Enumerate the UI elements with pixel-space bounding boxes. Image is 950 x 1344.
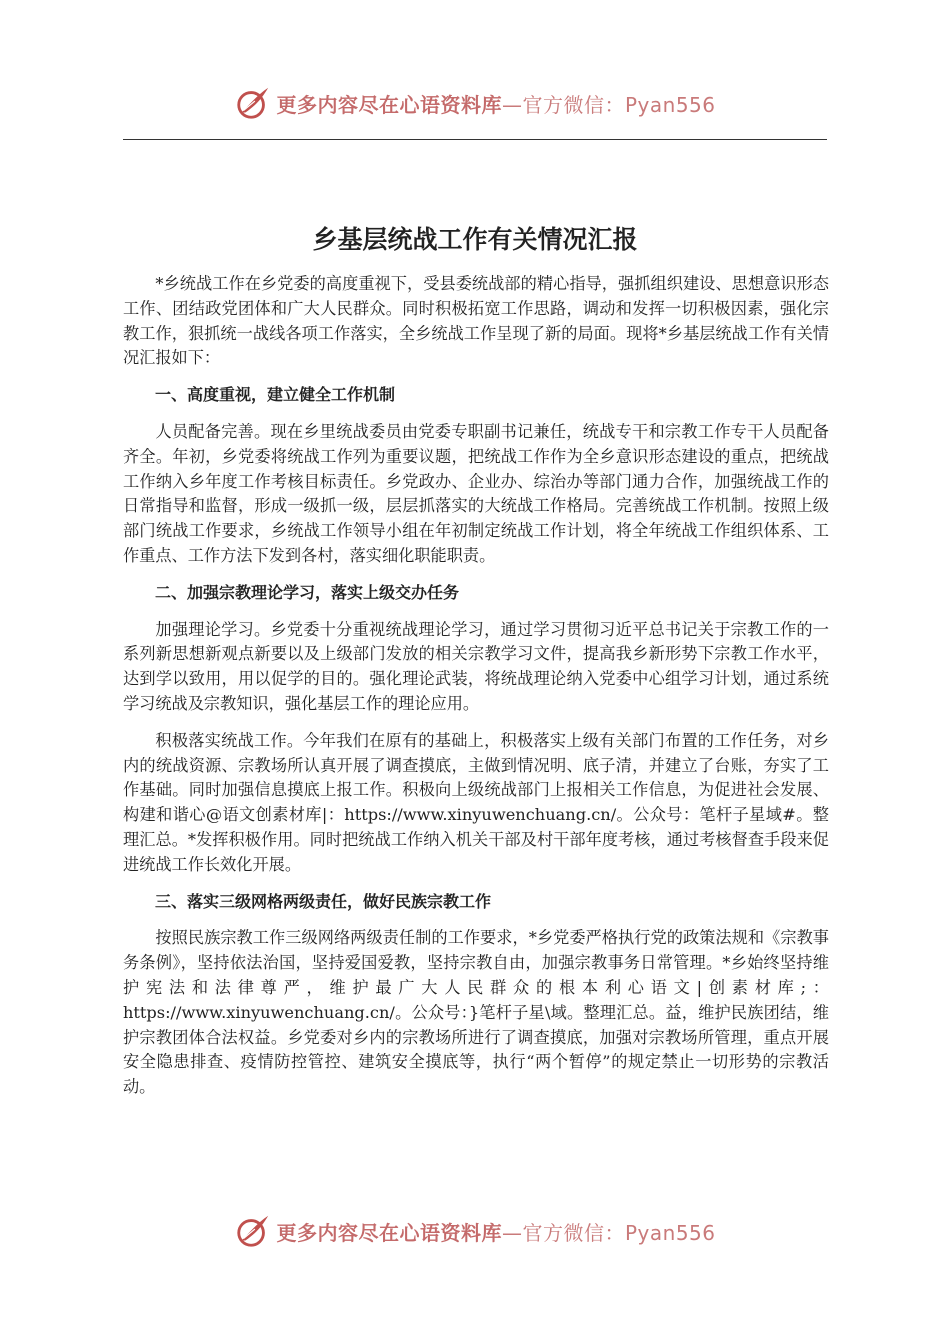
quill-logo-icon (234, 1212, 272, 1250)
document-body (123, 272, 829, 1100)
header-divider (123, 139, 827, 140)
section-2-heading: 二、加强宗教理论学习，落实上级交办任务 (155, 582, 460, 602)
banner-separator: — (501, 92, 523, 117)
banner-wechat-id: Pyan556 (624, 1220, 716, 1245)
section-3-paragraph-1: 按照民族宗教工作三级网络两级责任制的工作要求，*乡党委严格执行党的政策法规和《宗教事务条例》，坚持依法治国，坚持爱国爱教，坚持宗教自由，加强宗教事务日常管理。*乡始终坚持维护宪法和法律尊严，维护最广大人民群众的根本利心语文|创素材库;：https://www.xinyuwenchuang.cn/。公众号：}笔杆子星\域。整理汇总。益，维护民族团结，维护宗教团体合法权益。乡党委对乡内的宗教场所进行了调查摸底，加强对宗教场所管理，重点开展安全隐患排查、疫情防控管控、建筑安全摸底等，执行“两个暂停”的规定禁止一切形势的宗教活动。 (123, 928, 829, 1097)
section-3-heading: 三、落实三级网格两级责任，做好民族宗教工作 (155, 891, 492, 911)
banner-official-label: 官方微信： (522, 92, 625, 117)
banner-wechat-id: Pyan556 (624, 92, 716, 117)
document-title: 乡基层统战工作有关情况汇报 (312, 225, 638, 254)
quill-logo-icon (234, 84, 272, 122)
banner-text (276, 1217, 715, 1246)
banner-official-label: 官方微信： (522, 1220, 625, 1245)
intro-paragraph: *乡统战工作在乡党委的高度重视下，受县委统战部的精心指导，强抓组织建设、思想意识形态工作、团结政党团体和广大人民群众。同时积极拓宽工作思路，调动和发挥一切积极因素，强化宗教工作，狠抓统一战线各项工作落实，全乡统战工作呈现了新的局面。现将*乡基层统战工作有关情况汇报如下： (123, 274, 829, 368)
section-2-paragraph-1: 加强理论学习。乡党委十分重视统战理论学习，通过学习贯彻习近平总书记关于宗教工作的一系列新思想新观点新要以及上级部门发放的相关宗教学习文件，提高我乡新形势下宗教工作水平，达到学以致用，用以促学的目的。强化理论武装，将统战理论纳入党委中心组学习计划，通过系统学习统战及宗教知识，强化基层工作的理论应用。 (123, 619, 829, 713)
banner-separator: — (501, 1220, 523, 1245)
banner-main-text: 更多内容尽在心语资料库 (276, 92, 502, 117)
section-2-paragraph-2: 积极落实统战工作。今年我们在原有的基础上，积极落实上级有关部门布置的工作任务，对乡内的统战资源、宗教场所认真开展了调查摸底，主做到情况明、底子清，并建立了台账，夯实了工作基础。同时加强信息摸底上报工作。积极向上级统战部门上报相关工作信息，为促进社会发展、构建和谐心@语文创素材库|：https://www.xinyuwenchuang.cn/。公众号：笔杆子星域#。整理汇总。*发挥积极作用。同时把统战工作纳入机关干部及村干部年度考核，通过考核督查手段来促进统战工作长效化开展。 (123, 730, 829, 874)
section-1-heading: 一、高度重视，建立健全工作机制 (155, 385, 396, 405)
banner-text (276, 89, 715, 118)
section-1-paragraph-1: 人员配备完善。现在乡里统战委员由党委专职副书记兼任，统战专干和宗教工作专干人员配备齐全。年初，乡党委将统战工作列为重要议题，把统战工作作为全乡意识形态建设的重点，把统战工作纳入乡年度工作考核目标责任。乡党政办、企业办、综治办等部门通力合作，加强统战工作的日常指导和监督，形成一级抓一级，层层抓落实的大统战工作格局。完善统战工作机制。按照上级部门统战工作要求，乡统战工作领导小组在年初制定统战工作计划，将全年统战工作组织体系、工作重点、工作方法下发到各村，落实细化职能职责。 (123, 421, 829, 565)
header-banner (0, 78, 950, 128)
footer-banner (0, 1206, 950, 1256)
banner-main-text: 更多内容尽在心语资料库 (276, 1220, 502, 1245)
